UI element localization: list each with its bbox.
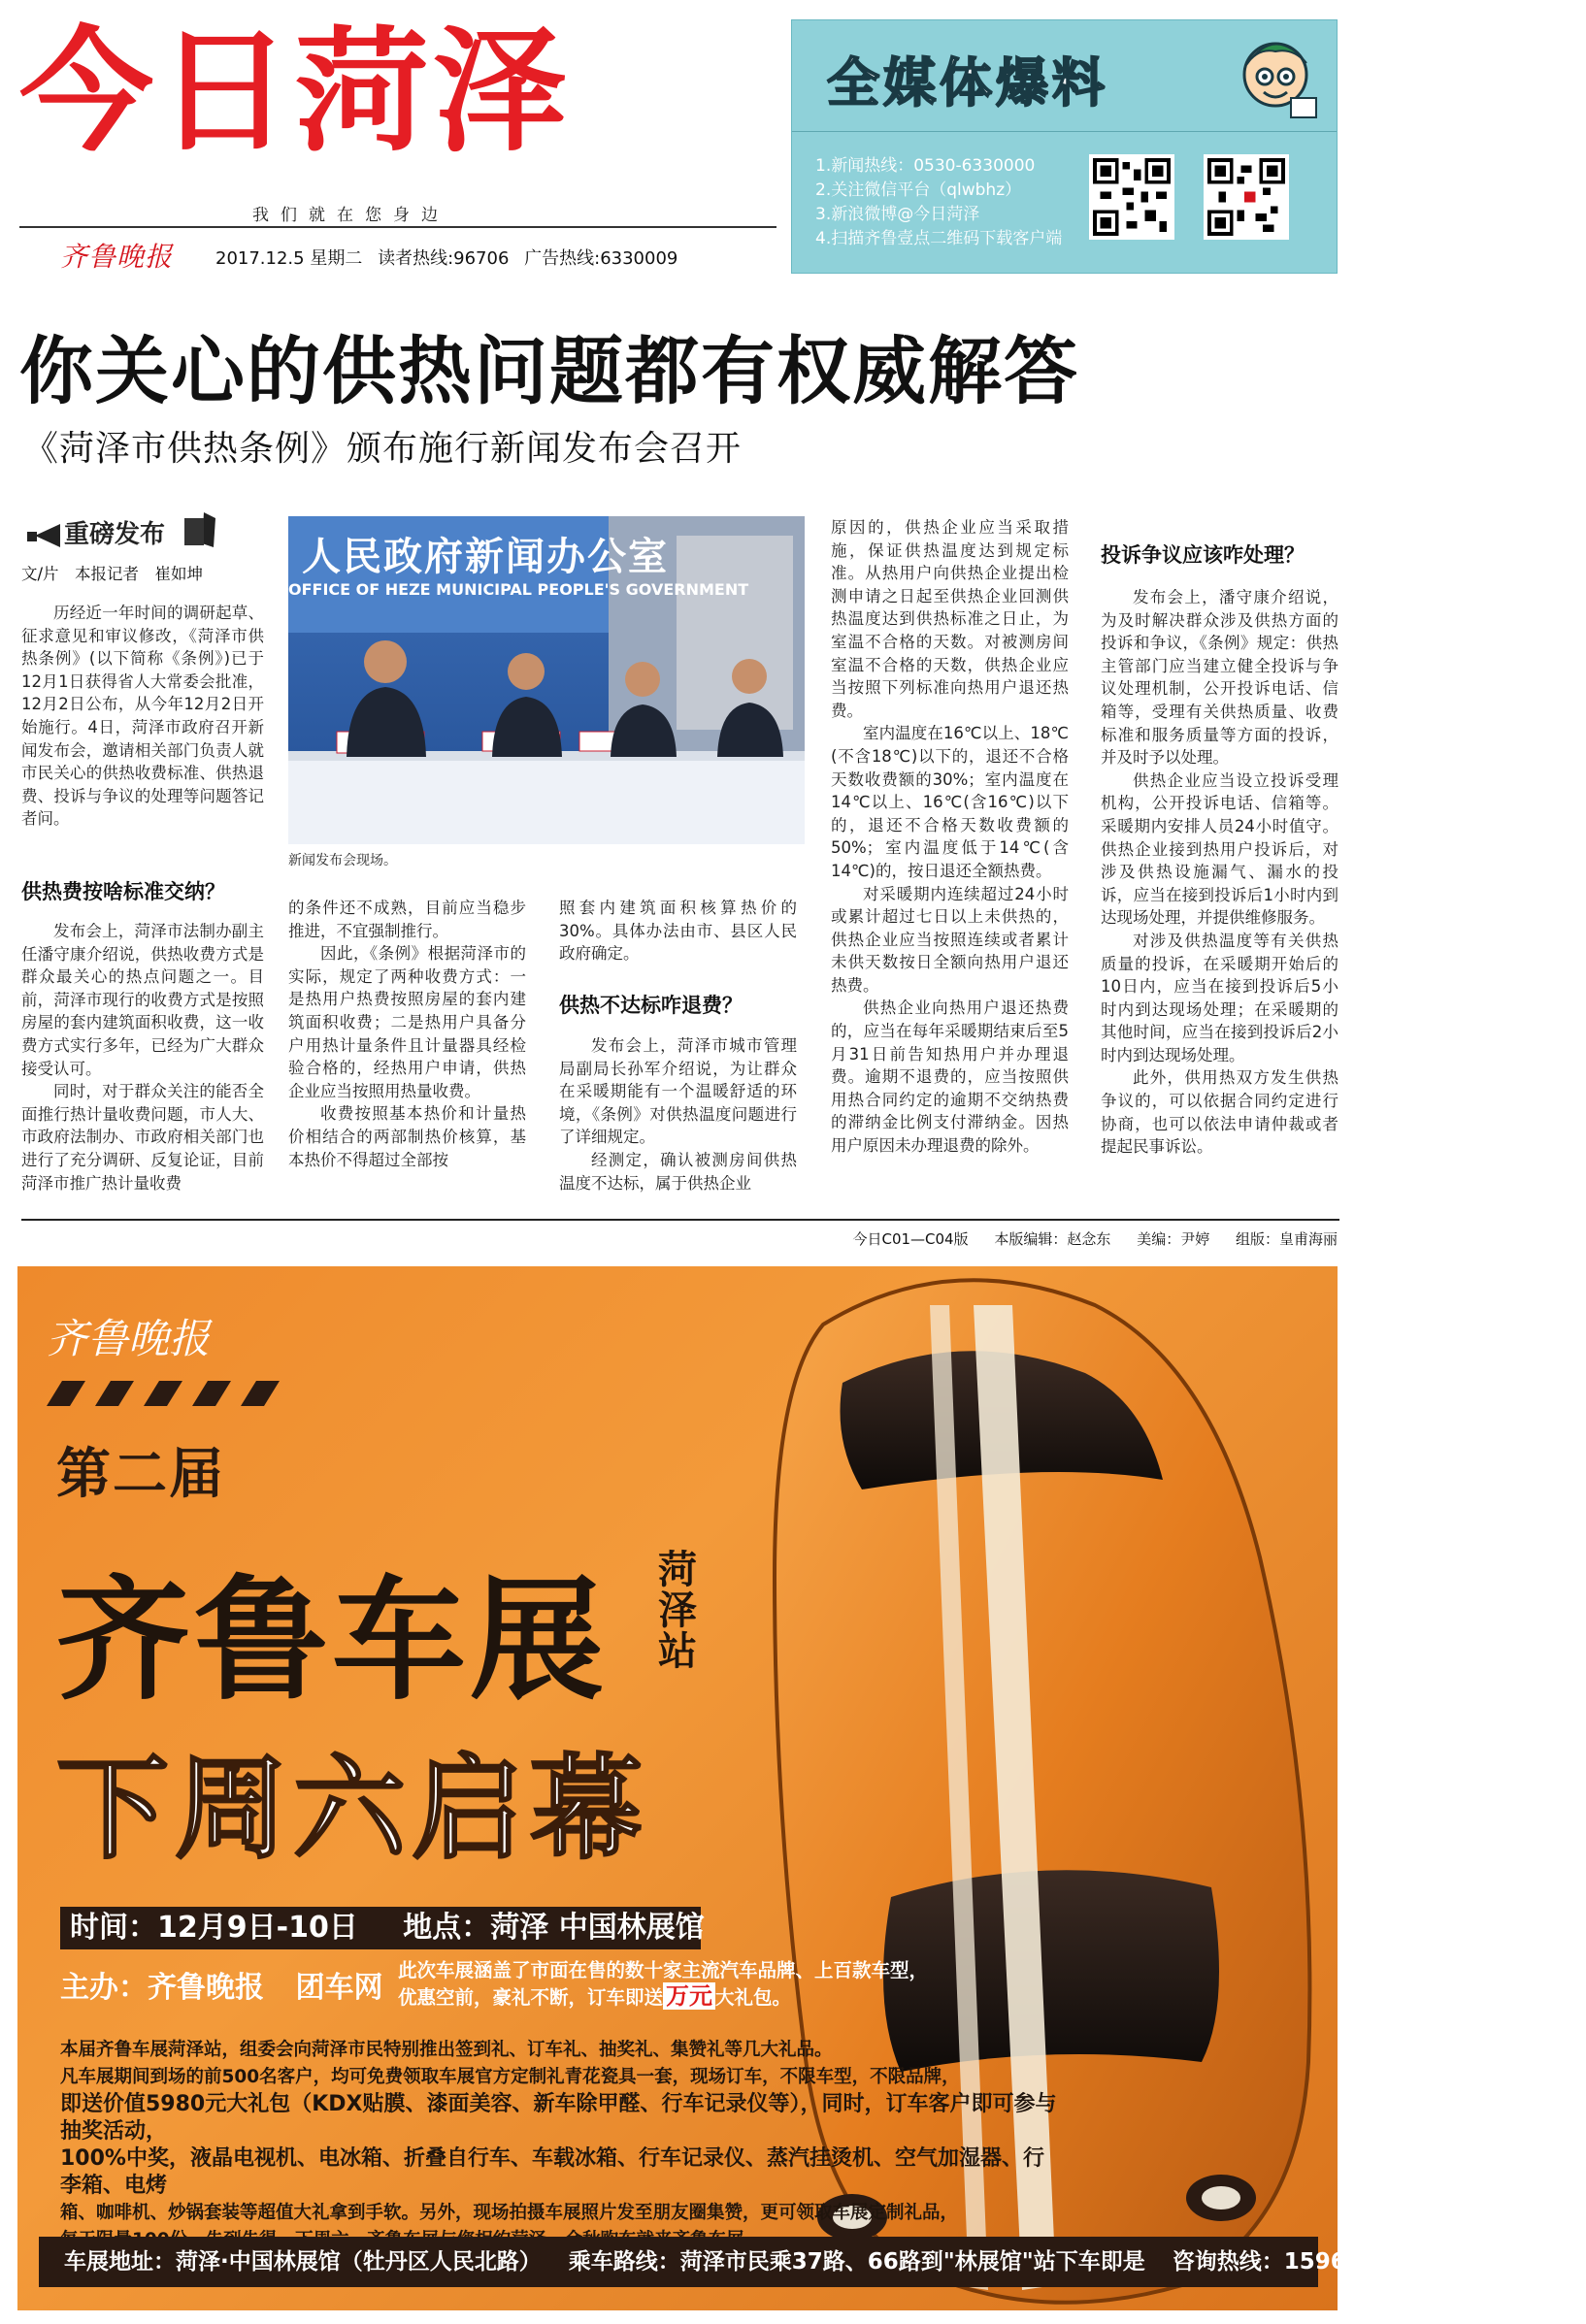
article-column-4 bbox=[831, 516, 1069, 1158]
ad-body-line: 凡车展期间到场的前500名客户，均可免费领取车展官方定制礼青花瓷具一套，现场订车，不限车型，不限品牌， bbox=[60, 2067, 960, 2087]
press-conference-photo[interactable] bbox=[288, 516, 805, 844]
ad-venue: 地点：菏泽 中国林展馆 bbox=[403, 1911, 705, 1945]
ad-route: 乘车路线：菏泽市民乘37路、66路到"林展馆"站下车即是 bbox=[568, 2249, 1145, 2275]
kicker-label bbox=[21, 505, 220, 555]
ad-promo bbox=[398, 1957, 942, 2011]
ad-body-line: 100%中奖，液晶电视机、电冰箱、折叠自行车、车载冰箱、行车记录仪、蒸汽挂烫机、空气加湿器、行李箱、电烤 bbox=[60, 2146, 1044, 2198]
credit-pages: 今日C01—C04版 bbox=[852, 1230, 969, 1248]
ad-time: 时间：12月9日-10日 bbox=[70, 1911, 358, 1945]
news-tip-list bbox=[815, 154, 1062, 251]
credit-art: 美编：尹婷 bbox=[1137, 1230, 1210, 1248]
page-footer-divider bbox=[21, 1219, 1339, 1221]
ad-time-venue-bar bbox=[60, 1907, 705, 1949]
section-heading: 投诉争议应该咋处理？ bbox=[1101, 543, 1305, 567]
ad-phone[interactable]: 咨询热线：15964661314（李主任） bbox=[1172, 2249, 1567, 2275]
article-column-2 bbox=[288, 897, 526, 1171]
paragraph: 的条件还不成熟，目前应当稳步推进，不宜强制推行。 bbox=[288, 899, 526, 940]
news-tip-item: 3.新浪微博@今日菏泽 bbox=[815, 205, 980, 224]
masthead-divider bbox=[19, 226, 776, 228]
paragraph: 发布会上，菏泽市城市管理局副局长孙军介绍说，为让群众在采暖期能有一个温暖舒适的环境，《条例》对供热温度问题进行了详细规定。 bbox=[559, 1036, 797, 1147]
ad-address: 车展地址：菏泽·中国林展馆（牡丹区人民北路） bbox=[64, 2249, 542, 2275]
decorative-stripes bbox=[47, 1381, 299, 1406]
article-column-3b bbox=[559, 1034, 797, 1195]
paragraph: 室内温度在16℃以上、18℃(不含18℃)以下的，退还不合格天数收费额的30%；室内温度在14℃以上、16℃(含16℃)以下的，退还不合格天数收费额的50%；室内温度低于14℃(含14℃)的，按日退还全额热费。 bbox=[831, 724, 1069, 880]
paragraph: 原因的，供热企业应当采取措施，保证供热温度达到规定标准。从热用户向供热企业提出检测申请之日起至供热企业回测供热温度达到供热标准之日止，为室温不合格的天数。对被测房间室温不合格的天数，供热企业应当按照下列标准向热用户退还热费。 bbox=[831, 518, 1069, 720]
section-heading: 供热不达标咋退费？ bbox=[559, 994, 743, 1017]
news-tip-item: 1.新闻热线：0530-6330000 bbox=[815, 156, 1036, 176]
paragraph: 照套内建筑面积核算热价的30%。具体办法由市、县区人民政府确定。 bbox=[559, 899, 797, 964]
ad-host-1: 主办：齐鲁晚报 bbox=[60, 1971, 264, 2005]
news-tip-item: 4.扫描齐鲁壹点二维码下载客户端 bbox=[815, 229, 1063, 248]
car-show-advertisement[interactable] bbox=[17, 1266, 1567, 2310]
ad-host bbox=[60, 1963, 404, 2006]
paragraph: 同时，对于群众关注的能否全面推行热计量收费问题，市人大、市政府法制办、市政府相关部门也进行了充分调研、反复论证，目前菏泽市推广热计量收费 bbox=[21, 1082, 264, 1193]
page-credits bbox=[19, 1228, 1338, 1249]
issue-info bbox=[215, 245, 687, 270]
photo-caption: 新闻发布会现场。 bbox=[288, 853, 397, 868]
brand-logo: 齐鲁晚报 bbox=[60, 241, 174, 273]
news-tip-item: 2.关注微信平台（qlwbhz） bbox=[815, 180, 1022, 200]
article-column-3 bbox=[559, 897, 797, 966]
ad-footer-bar bbox=[39, 2237, 1567, 2287]
paragraph: 此外，供用热双方发生供热争议的，可以依据合同约定进行协商，也可以依法申请仲裁或者提起民事诉讼。 bbox=[1101, 1068, 1338, 1157]
article-headline: 你关心的供热问题都有权威解答 bbox=[19, 328, 1079, 414]
ad-body-line: 箱、咖啡机、炒锅套装等超值大礼拿到手软。另外，现场拍摄车展照片发至朋友圈集赞，更可领取车展定制礼品， bbox=[60, 2203, 959, 2223]
article-column-1 bbox=[21, 602, 264, 831]
ad-brand-logo: 齐鲁晚报 bbox=[47, 1315, 211, 1362]
newspaper-title: 今日菏泽 bbox=[19, 14, 572, 170]
ad-promo-text: 此次车展涵盖了市面在售的数十家主流汽车品牌、上百款车型，优惠空前，豪礼不断，订车即送 bbox=[398, 1959, 929, 2009]
ad-promo-end: 大礼包。 bbox=[715, 1986, 792, 2009]
ad-edition: 第二届 bbox=[56, 1443, 225, 1506]
paragraph: 经测定，确认被测房间供热温度不达标，属于供热企业 bbox=[559, 1150, 797, 1193]
mascot-icon bbox=[1229, 30, 1322, 127]
paragraph: 对涉及供热温度等有关供热质量的投诉，在采暖期开始后的10日内，应当在接到投诉后5小时内到达现场处理；在采暖期的其他时间，应当在接到投诉后2小时内到达现场处理。 bbox=[1101, 931, 1338, 1064]
photo-sign-text: 人民政府新闻办公室 bbox=[302, 535, 669, 579]
article-subhead: 《菏泽市供热条例》颁布施行新闻发布会召开 bbox=[23, 429, 743, 469]
slogan: 我们就在您身边 bbox=[252, 206, 449, 225]
section-heading: 供热费按啥标准交纳？ bbox=[21, 880, 225, 903]
ad-body-line: 本届齐鲁车展菏泽站，组委会向菏泽市民特别推出签到礼、订车礼、抽奖礼、集赞礼等几大礼品。 bbox=[60, 2040, 833, 2060]
qr-code-app[interactable] bbox=[1204, 154, 1289, 240]
credit-proof: 组版：皇甫海丽 bbox=[1235, 1230, 1338, 1248]
paragraph: 收费按照基本热价和计量热价相结合的两部制热价核算，基本热价不得超过全部按 bbox=[288, 1104, 526, 1169]
ad-body bbox=[60, 2037, 1060, 2254]
ad-title: 齐鲁车展 bbox=[56, 1562, 609, 1718]
paragraph: 供热企业应当设立投诉受理机构，公开投诉电话、信箱等。采暖期内安排人员24小时值守。供热企业接到热用户投诉后，对涉及供热设施漏气、漏水的投诉，应当在接到投诉后1小时内到达现场处理，并提供维修服务。 bbox=[1101, 770, 1338, 928]
ad-city: 菏泽站 bbox=[658, 1548, 697, 1674]
credit-editor: 本版编辑：赵念东 bbox=[994, 1230, 1111, 1248]
ad-hotline: 广告热线:6330009 bbox=[524, 248, 678, 269]
issue-date: 2017.12.5 星期二 bbox=[215, 248, 363, 269]
ad-promo-highlight: 万元 bbox=[663, 1982, 715, 2010]
ad-body-line: 即送价值5980元大礼包（KDX贴膜、漆面美容、新车除甲醛、行车记录仪等），同时，订车客户即可参与抽奖活动， bbox=[60, 2092, 1057, 2144]
article-column-5 bbox=[1101, 586, 1338, 1159]
paragraph: 因此，《条例》根据菏泽市的实际，规定了两种收费方式：一是热用户热费按照房屋的套内建筑面积收费；二是热用户具备分户用热计量条件且计量器具经检验合格的，经热用户申请，供热企业应当按照用热量收费。 bbox=[288, 944, 526, 1100]
ad-host-2: 团车网 bbox=[295, 1971, 383, 2005]
ad-opening: 下周六启幕 bbox=[56, 1744, 648, 1875]
paragraph: 供热企业向热用户退还热费的，应当在每年采暖期结束后至5月31日前告知热用户并办理退费。逾期不退费的，应当按照供用热合同约定的逾期不交纳热费的滞纳金比例支付滞纳金。因热用户原因未办理退费的除外。 bbox=[831, 998, 1069, 1156]
paragraph: 发布会上，菏泽市法制办副主任潘守康介绍说，供热收费方式是群众最关心的热点问题之一。目前，菏泽市现行的收费方式是按照房屋的套内建筑面积收费，这一收费方式实行多年，已经为广大群众接受认可。 bbox=[21, 922, 264, 1078]
paragraph: 历经近一年时间的调研起草、征求意见和审议修改，《菏泽市供热条例》(以下简称《条例》)已于12月1日获得省人大常委会批准，12月2日公布，从今年12月2日开始施行。4日，菏泽市政府召开新闻发布会，邀请相关部门负责人就市民关心的供热收费标准、供热退费、投诉与争议的处理等问题答记者问。 bbox=[21, 604, 264, 829]
reader-hotline: 读者热线:96706 bbox=[378, 248, 510, 269]
byline: 文/片 本报记者 崔如坤 bbox=[21, 565, 204, 583]
paragraph: 发布会上，潘守康介绍说，为及时解决群众涉及供热方面的投诉和争议，《条例》规定：供热主管部门应当建立健全投诉与争议处理机制，公开投诉电话、信箱等，受理有关供热质量、收费标准和服务质量等方面的投诉，并及时予以处理。 bbox=[1101, 588, 1338, 768]
news-tip-box bbox=[791, 19, 1338, 274]
hotbox-divider bbox=[792, 131, 1337, 132]
photo-sign-english: OFFICE OF HEZE MUNICIPAL PEOPLE'S GOVERNMENT bbox=[288, 580, 749, 599]
news-tip-title: 全媒体爆料 bbox=[827, 52, 1108, 114]
article-column-1b bbox=[21, 920, 264, 1195]
qr-code-wechat[interactable] bbox=[1089, 154, 1174, 240]
kicker-text: 重磅发布 bbox=[64, 520, 166, 549]
paragraph: 对采暖期内连续超过24小时或累计超过七日以上未供热的，供热企业应当按照连续或者累计未供天数按日全额向热用户退还热费。 bbox=[831, 884, 1069, 995]
